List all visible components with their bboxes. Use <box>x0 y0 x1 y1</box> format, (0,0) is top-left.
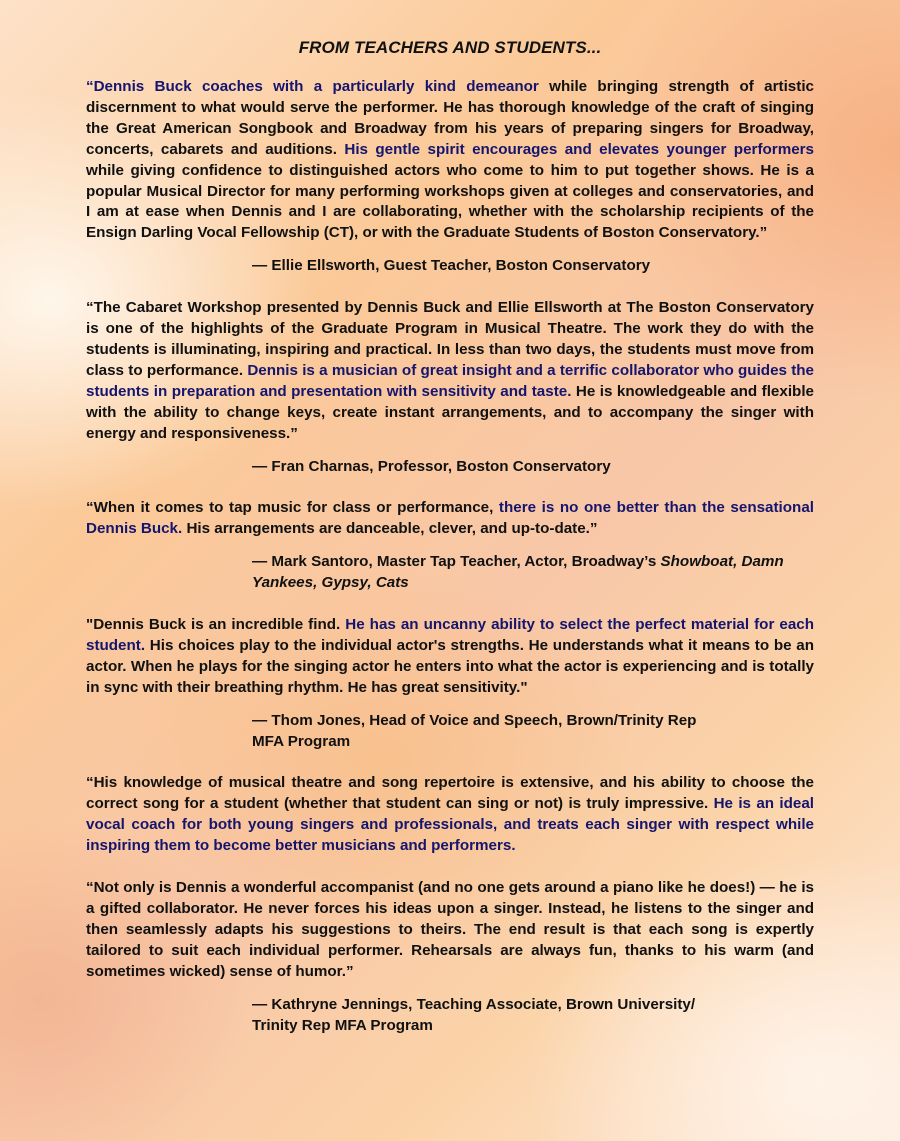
attribution <box>86 552 814 594</box>
quote-text <box>86 878 814 983</box>
attribution-role-line2: Trinity Rep MFA Program <box>252 1016 433 1034</box>
quote-highlight: there is no one better than the sensational Dennis Buck. <box>86 499 814 538</box>
attribution-name: — Thom Jones, <box>252 711 366 729</box>
attribution-role: Teaching Associate, Brown University/ <box>412 995 696 1013</box>
quote-text <box>86 773 814 857</box>
quote-segment: “When it comes to tap music for class or performance, <box>86 499 499 517</box>
quote-segment: “The Cabaret Workshop presented by Dennis Buck and Ellie Ellsworth at The Boston Conservatory is one of the highlights of the Graduate Program in Musical Theatre. The work they do with the students is illuminating, inspiring and practical. In less than two days, the students must move from class to performance. <box>86 299 814 379</box>
testimonials-page <box>86 38 814 1036</box>
attribution-role: Professor, Boston Conservatory <box>373 457 611 475</box>
testimonial-santoro <box>86 498 814 594</box>
attribution-role: Head of Voice and Speech, Brown/Trinity Rep <box>365 711 697 729</box>
quote-text <box>86 498 814 540</box>
testimonial-repertoire <box>86 773 814 857</box>
quote-segment: He is knowledgeable and flexible with the ability to change keys, create instant arrangements, and to accompany the singer with energy and responsiveness.” <box>86 382 814 442</box>
quote-text <box>86 298 814 444</box>
quote-segment: while giving confidence to distinguished actors who come to him to put together shows. He is a popular Musical Director for many performing workshops given at colleges and conservatories, and I am at ease when Dennis and I are collaborating, whether with the scholarship recipients of the Ensign Darling Vocal Fellowship (CT), or with the Graduate Students of Boston Conservatory.” <box>86 161 814 242</box>
attribution <box>86 256 814 277</box>
quote-segment: “His knowledge of musical theatre and song repertoire is extensive, and his ability to choose the correct song for a student (whether that student can sing or not) is truly impressive. <box>86 774 814 813</box>
quote-highlight: “Dennis Buck coaches with a particularly kind demeanor <box>86 78 539 95</box>
attribution-role-line2: MFA Program <box>252 732 351 750</box>
quote-text <box>86 615 814 699</box>
testimonial-jones <box>86 615 814 752</box>
attribution-name: — Kathryne Jennings, <box>252 995 413 1013</box>
quote-segment: “Not only is Dennis a wonderful accompanist (and no one gets around a piano like he does!) — he is a gifted collaborator. He never forces his ideas upon a singer. Instead, he listens to the singer and then seamlessly adapts his suggestions to theirs. The end result is that each song is expertly tailored to suit each individual performer. Rehearsals are always fun, thanks to his warm (and sometimes wicked) sense of humor.” <box>86 879 814 980</box>
quote-segment: "Dennis Buck is an incredible find. <box>86 616 346 634</box>
quote-segment: while bringing strength of artistic discernment to what would serve the performer. He has thorough knowledge of the craft of singing the Great American Songbook and Broadway from his years of preparing singers for Broadway, concerts, cabarets and auditions. <box>86 78 814 158</box>
page-title: FROM TEACHERS AND STUDENTS... <box>298 38 602 57</box>
quote-highlight: He has an uncanny ability to select the perfect material for each student. <box>86 616 814 654</box>
attribution-name: — Fran Charnas, <box>252 457 374 475</box>
attribution-shows: Showboat, Damn Yankees, Gypsy, Cats <box>252 553 784 592</box>
quote-highlight: He is an ideal vocal coach for both young singers and professionals, and treats each singer with respect while inspiring them to become better musicians and performers. <box>86 795 814 855</box>
testimonial-jennings <box>86 878 814 1036</box>
attribution-role: Guest Teacher, Boston Conservatory <box>379 257 651 275</box>
attribution <box>86 711 814 753</box>
testimonial-charnas <box>86 298 814 477</box>
quote-highlight: His gentle spirit encourages and elevates younger performers <box>344 140 814 158</box>
attribution-name: — Ellie Ellsworth, <box>252 257 380 275</box>
attribution-role: Master Tap Teacher, Actor, Broadway’s <box>372 553 661 571</box>
testimonial-ellsworth <box>86 77 814 277</box>
quote-text <box>86 77 814 244</box>
attribution <box>86 457 814 478</box>
attribution-name: — Mark Santoro, <box>252 553 373 571</box>
attribution <box>86 995 814 1037</box>
quote-segment: His arrangements are danceable, clever, and up-to-date.” <box>182 520 598 538</box>
quote-highlight: Dennis is a musician of great insight and a terrific collaborator who guides the students in preparation and presentation with sensitivity and taste. <box>86 361 814 400</box>
quote-segment: His choices play to the individual actor's strengths. He understands what it means to be an actor. When he plays for the singing actor he enters into what the actor is experiencing and is totally in sync with their breathing rhythm. He has great sensitivity." <box>86 636 814 696</box>
